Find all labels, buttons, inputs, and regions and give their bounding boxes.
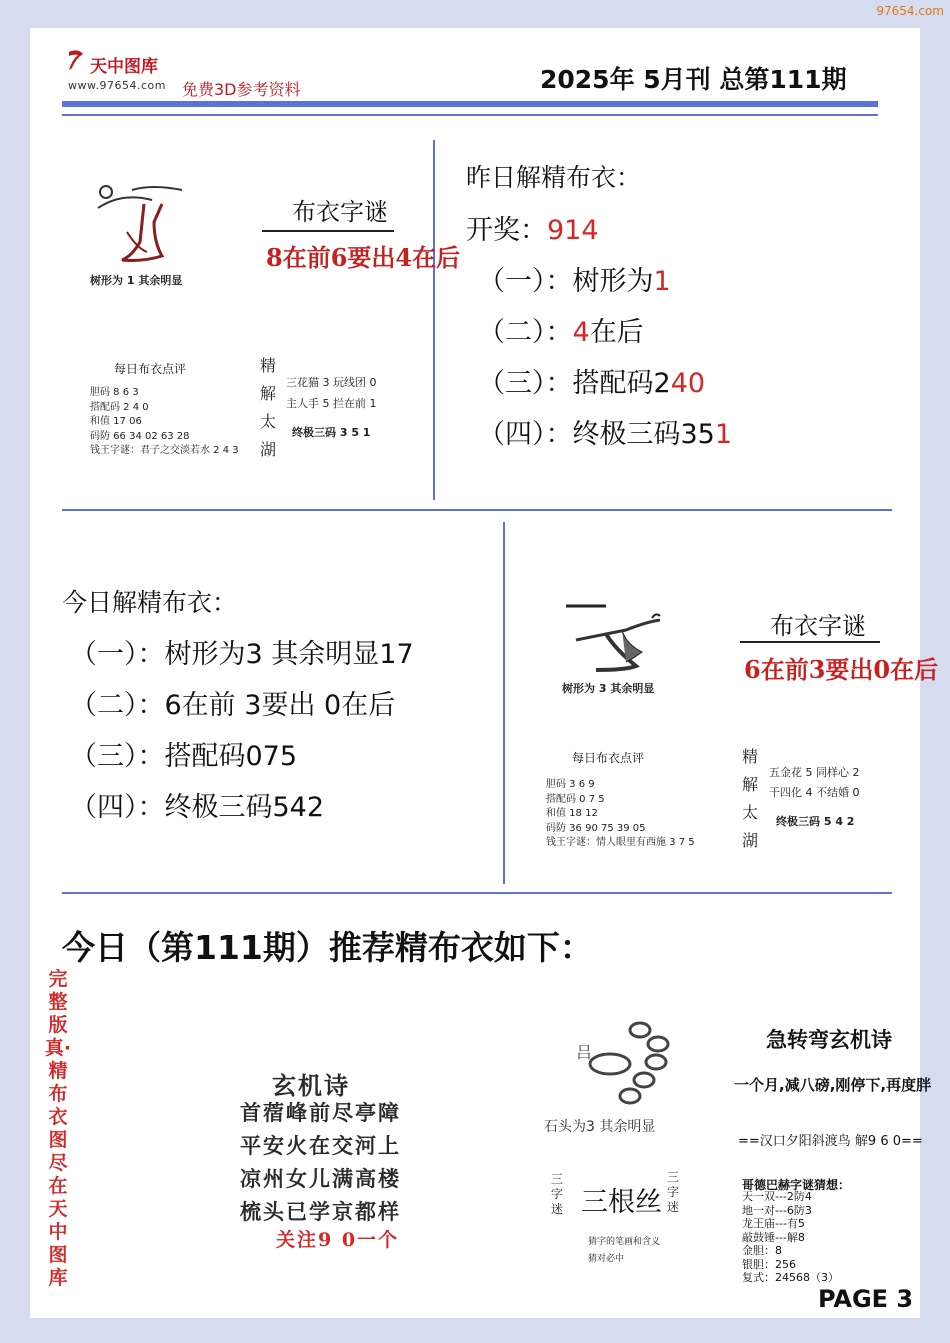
svg-text:吕: 吕 (576, 1043, 593, 1062)
review-title: 每日布衣点评 (572, 751, 645, 765)
item-tail: 在后 (589, 317, 644, 348)
riddle-title: 布衣字谜 (770, 612, 866, 640)
riddle-title: 布衣字谜 (292, 198, 388, 226)
hints (286, 372, 377, 414)
page-number: PAGE 3 (818, 1285, 914, 1313)
review-line: 码防 36 90 75 39 05 (546, 822, 646, 834)
review-lines (546, 778, 695, 851)
poem-red-line: 关注9 0一个 (276, 1229, 400, 1251)
item-red: 4 (572, 317, 590, 348)
section-divider-2 (62, 892, 892, 894)
section-divider-1 (62, 509, 892, 511)
review-line: 胆码 8 6 3 (90, 387, 139, 398)
today-item: （二）：6在前 3要出 0在后 (70, 690, 396, 721)
poem-title: 玄机诗 (272, 1071, 350, 1100)
tree-caption: 树形为 3 其余明显 (562, 682, 655, 695)
logo-url: www.97654.com (68, 79, 166, 92)
logo-name: 天中图库 (90, 57, 158, 77)
recommend-title: 今日（第111期）推荐精布衣如下： (62, 928, 593, 967)
review-line: 钱王字谜：情人眼里有西施 3 7 5 (546, 837, 695, 848)
guess-line: 敲鼓锤---解8 (742, 1230, 805, 1244)
draw-label: 开奖： (466, 215, 547, 246)
riddle-underline (262, 230, 394, 232)
stone-note: 猜字的笔画和含义 (588, 1237, 661, 1247)
guess-line: 复式：24568（3） (742, 1271, 839, 1284)
guess-title: 哥德巴赫字谜猜想： (742, 1178, 851, 1192)
yesterday-item (478, 361, 705, 400)
stone-note: 猜对必中 (588, 1254, 625, 1264)
draw-value: 914 (547, 215, 599, 246)
vertical-char: 解 (259, 384, 276, 403)
item-prefix: （一）： (478, 266, 573, 297)
vertical-char: 湖 (741, 831, 758, 850)
item-text: 终极三码35 (572, 419, 715, 450)
item-text: 树形为 (572, 266, 654, 297)
stone-left-vertical: 三字迷 (551, 1172, 564, 1216)
review-line: 码防 66 34 02 63 28 (90, 430, 190, 442)
vertical-char: 湖 (259, 440, 276, 459)
turn-poem-title: 急转弯玄机诗 (766, 1028, 892, 1052)
item-prefix: （三）： (478, 368, 573, 399)
final-three: 终极三码 3 5 1 (292, 426, 371, 439)
yesterday-item (478, 310, 644, 349)
item-prefix: （二）： (478, 317, 573, 348)
hints (769, 763, 860, 803)
tree-drawing (92, 182, 192, 270)
item-red: 1 (653, 266, 671, 297)
turn-poem-line: 一个月,减八磅,刚停下,再度胖 (734, 1076, 932, 1094)
riddle-underline (740, 641, 880, 643)
vertical-label (741, 743, 759, 855)
guess-line: 金胆：8 (742, 1244, 782, 1257)
vertical-char: 精 (259, 356, 276, 375)
stone-main: 三根丝 (581, 1187, 662, 1218)
header-rule-thin (62, 114, 878, 116)
riddle-answer: 8在前6要出4在后 (266, 243, 461, 272)
review-line: 和值 18 12 (546, 808, 598, 819)
review-line: 和值 17 06 (90, 416, 142, 427)
hint-line: 干四化 4 不结婚 0 (769, 786, 860, 799)
guess-line: 银胆：256 (742, 1257, 796, 1271)
guess-line: 天一双---2防4 (742, 1190, 812, 1203)
poem-line: 平安火在交河上 (240, 1133, 401, 1158)
guess-line: 地一对---6防3 (742, 1203, 812, 1217)
vertical-char: 太 (741, 803, 758, 822)
hint-line: 三花猫 3 玩线团 0 (286, 376, 377, 389)
hint-line: 五金花 5 同样心 2 (769, 766, 860, 779)
stone-right-vertical: 三字迷 (667, 1170, 680, 1214)
today-item: （一）：树形为3 其余明显17 (70, 639, 414, 670)
tree-drawing (556, 600, 668, 676)
site-watermark: 97654.com (876, 4, 944, 18)
review-line: 搭配码 2 4 0 (90, 401, 149, 413)
item-red: 1 (714, 419, 733, 450)
guess-lines (742, 1190, 839, 1285)
draw-result (466, 208, 599, 247)
review-lines (90, 386, 239, 459)
review-line: 胆码 3 6 9 (546, 779, 595, 790)
yesterday-item (478, 412, 732, 451)
review-title: 每日布衣点评 (114, 362, 187, 376)
logo-icon (66, 48, 86, 72)
hint-line: 主人手 5 拦在前 1 (286, 397, 377, 410)
today-item: （三）：搭配码075 (70, 741, 298, 772)
review-line: 搭配码 0 7 5 (546, 793, 605, 805)
tree-caption: 树形为 1 其余明显 (90, 274, 183, 287)
yesterday-title: 昨日解精布衣： (466, 163, 642, 192)
header-rule-thick (62, 101, 878, 107)
tagline: 免费3D参考资料 (182, 80, 301, 99)
vertical-char: 解 (741, 775, 758, 794)
riddle-answer: 6在前3要出0在后 (744, 655, 939, 684)
today-title: 今日解精布衣： (62, 588, 238, 617)
guess-line: 龙王庙---有5 (742, 1217, 805, 1230)
turn-poem-line: ==汉口夕阳斜渡鸟 解9 6 0== (738, 1134, 923, 1149)
issue-title: 2025年 5月刊 总第111期 (540, 65, 847, 94)
yesterday-item (478, 259, 671, 298)
final-three: 终极三码 5 4 2 (776, 815, 855, 828)
item-red: 40 (670, 368, 706, 399)
vertical-label (259, 352, 277, 464)
review-line: 钱王字谜：君子之交淡若水 2 4 3 (90, 445, 239, 456)
today-item: （四）：终极三码542 (70, 792, 325, 823)
side-banner: 完整版真·精布衣图尽在天中图库 (44, 968, 72, 1289)
section-divider-vertical-2 (503, 522, 505, 884)
poem-line: 梳头已学京都样 (240, 1199, 401, 1224)
item-prefix: （四）： (478, 419, 573, 450)
stone-drawing (560, 1020, 690, 1108)
item-text: 搭配码2 (572, 368, 671, 399)
poem-line: 首蓿峰前尽亭障 (240, 1100, 401, 1125)
section-divider-vertical (433, 140, 435, 500)
poem-line: 凉州女儿满高楼 (240, 1166, 401, 1191)
vertical-char: 太 (259, 412, 276, 431)
vertical-char: 精 (741, 747, 758, 766)
stone-caption: 石头为3 其余明显 (544, 1119, 656, 1135)
